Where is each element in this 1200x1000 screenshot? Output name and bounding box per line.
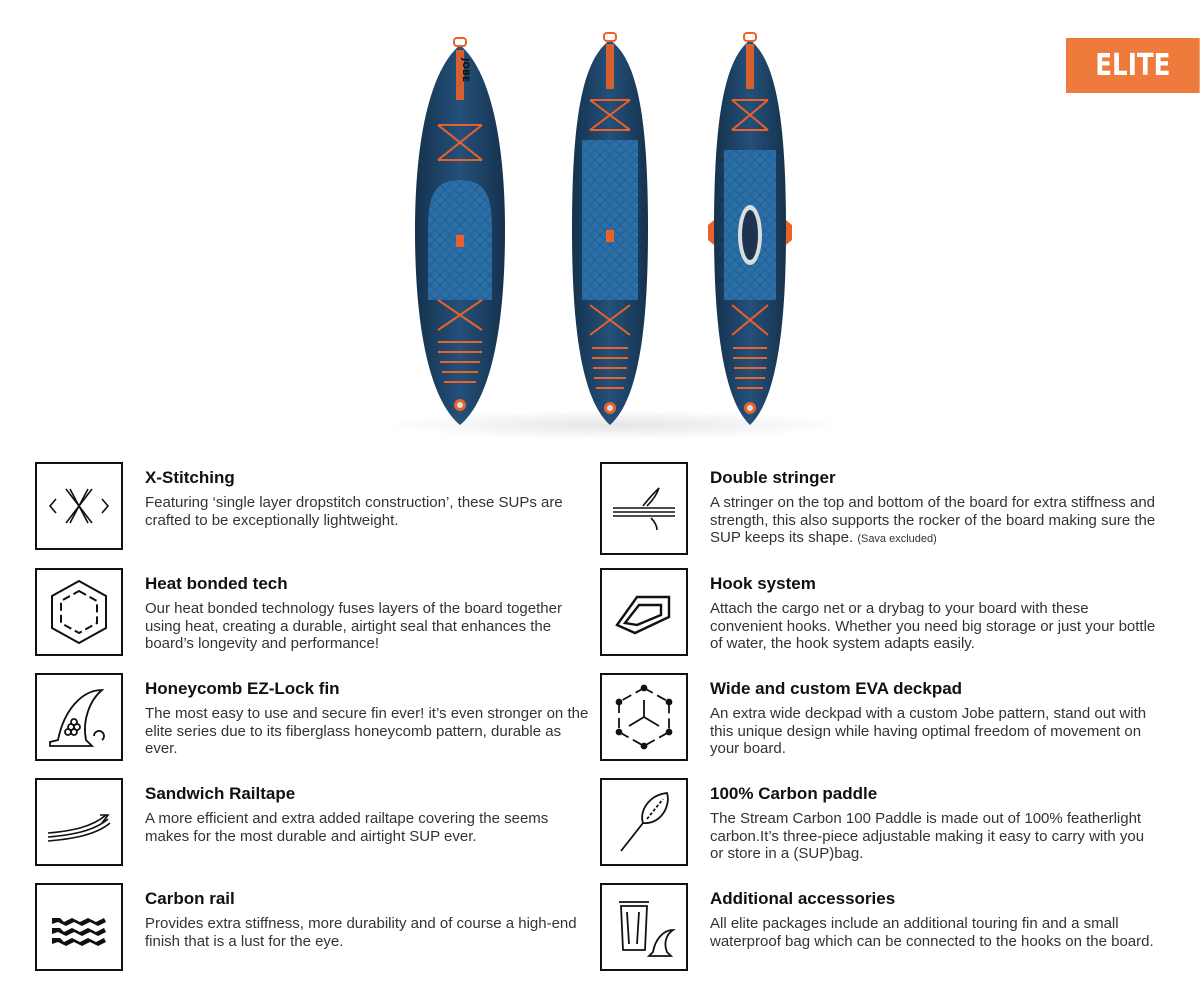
board-1 bbox=[415, 38, 505, 425]
feature-title: Honeycomb EZ-Lock fin bbox=[145, 679, 340, 698]
feature-title: Heat bonded tech bbox=[145, 574, 288, 593]
feature-title: X-Stitching bbox=[145, 468, 235, 487]
feature-title: Carbon rail bbox=[145, 889, 235, 908]
sup-boards-image bbox=[380, 30, 840, 440]
feature-title: Hook system bbox=[710, 574, 816, 593]
feature-note: (Sava excluded) bbox=[857, 533, 937, 545]
feature-title: Double stringer bbox=[710, 468, 836, 487]
feature-title: Wide and custom EVA deckpad bbox=[710, 679, 963, 698]
feature-description: Featuring ‘single layer dropstitch construction’, these SUPs are crafted to be exceptionally lightweight. bbox=[145, 494, 563, 529]
feature-title: Sandwich Railtape bbox=[145, 784, 296, 803]
drybag-fin-icon bbox=[600, 883, 688, 971]
feature-hook-system bbox=[600, 568, 1160, 660]
fin-icon bbox=[35, 673, 123, 761]
feature-carbon-rail bbox=[35, 883, 595, 975]
feature-description: Provides extra stiffness, more durability and of course a high-end finish that is a lust for the eye. bbox=[145, 915, 577, 950]
board-2 bbox=[572, 33, 648, 425]
feature-honeycomb-fin bbox=[35, 673, 595, 765]
feature-description: The Stream Carbon 100 Paddle is made out of 100% featherlight carbon.It’s three-piece adjustable making it easy to carry with you or store in a (SUP)bag. bbox=[710, 810, 1145, 862]
x-stitching-icon bbox=[35, 462, 123, 550]
board-3 bbox=[708, 33, 792, 425]
feature-description: Attach the cargo net or a drybag to your board with these convenient hooks. Whether you need big storage or just your bottle of water, the hook system adapts easily. bbox=[710, 600, 1156, 652]
feature-heat-bonded bbox=[35, 568, 595, 660]
hook-icon bbox=[600, 568, 688, 656]
feature-description: A more efficient and extra added railtape covering the seems makes for the most durable and airtight SUP ever. bbox=[145, 810, 549, 845]
feature-double-stringer bbox=[600, 462, 1160, 562]
feature-description: The most easy to use and secure fin ever! it’s even stronger on the elite series due to its fiberglass honeycomb pattern, durable as ever. bbox=[145, 705, 589, 757]
feature-carbon-paddle bbox=[600, 778, 1160, 870]
railtape-icon bbox=[35, 778, 123, 866]
stringer-icon bbox=[600, 462, 688, 555]
svg-text:JOBE: JOBE bbox=[460, 58, 470, 83]
feature-description: A stringer on the top and bottom of the board for extra stiffness and strength, this also supports the rocker of the board making sure the SUP keeps its shape. (Sava excluded) bbox=[710, 494, 1156, 546]
feature-title: 100% Carbon paddle bbox=[710, 784, 878, 803]
feature-description: Our heat bonded technology fuses layers of the board together using heat, creating a durable, airtight seal that enhances the board’s longevity and performance! bbox=[145, 600, 562, 652]
deckpad-icon bbox=[600, 673, 688, 761]
feature-x-stitching bbox=[35, 462, 595, 554]
feature-description: All elite packages include an additional touring fin and a small waterproof bag which can be connected to the hooks on the board. bbox=[710, 915, 1154, 950]
feature-additional-accessories bbox=[600, 883, 1160, 975]
carbon-rail-icon bbox=[35, 883, 123, 971]
feature-eva-deckpad bbox=[600, 673, 1160, 765]
feature-title: Additional accessories bbox=[710, 889, 896, 908]
elite-badge: ELITE bbox=[1066, 38, 1200, 93]
feature-sandwich-railtape bbox=[35, 778, 595, 870]
feature-description: An extra wide deckpad with a custom Jobe pattern, stand out with this unique design while having optimal freedom of movement on your board. bbox=[710, 705, 1147, 757]
paddle-icon bbox=[600, 778, 688, 866]
hexagon-icon bbox=[35, 568, 123, 656]
